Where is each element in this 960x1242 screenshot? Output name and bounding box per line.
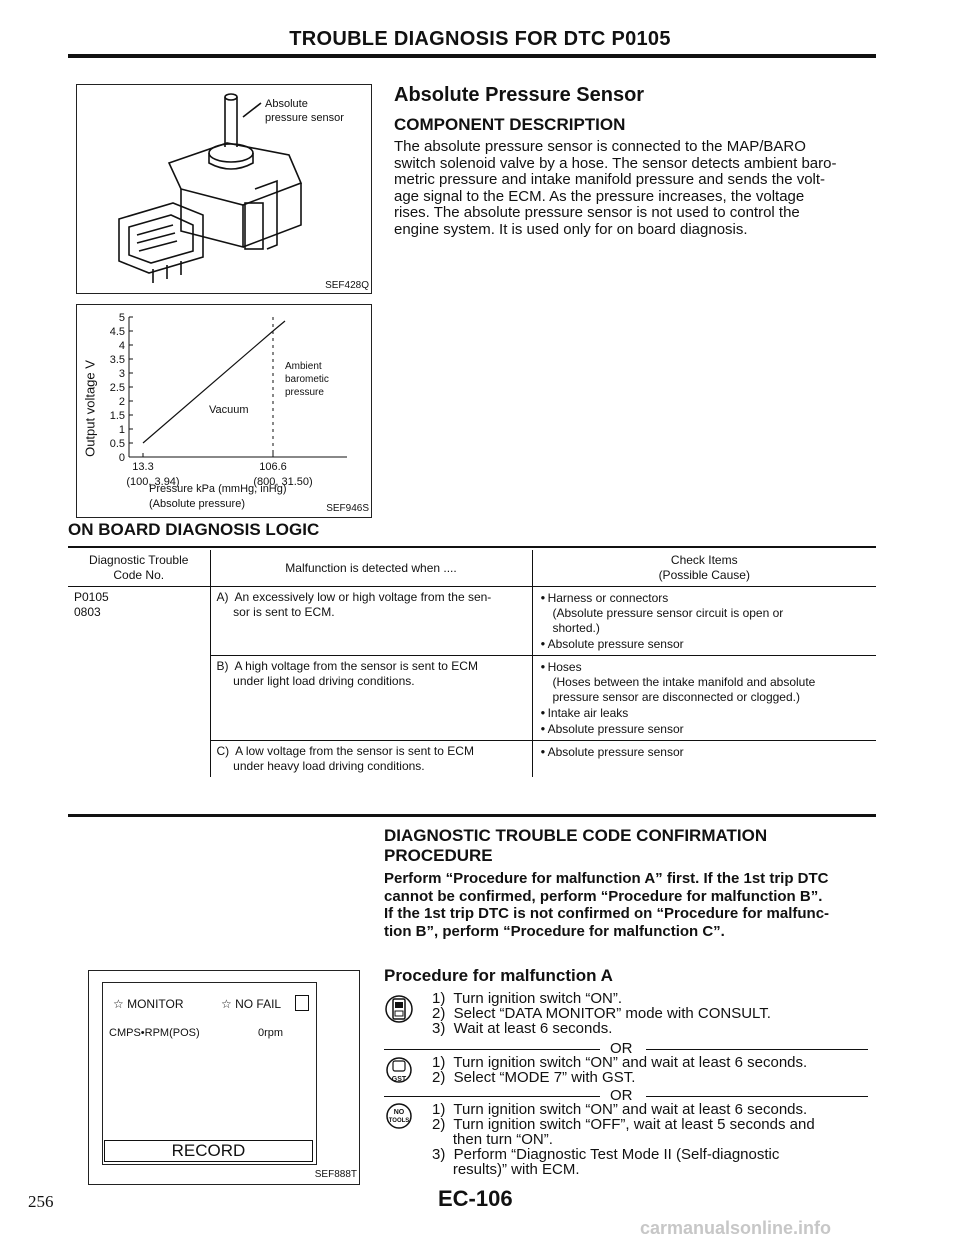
check-item-row <box>539 721 871 737</box>
voltage-line-ext <box>273 321 285 331</box>
or-divider-right-2 <box>646 1096 868 1097</box>
y-tick-label: 1.5 <box>109 410 125 422</box>
y-tick-label: 5 <box>118 312 125 324</box>
malfunction-cell <box>210 741 532 778</box>
gst-icon-text: GST <box>391 1076 407 1083</box>
monitor-figure-code: SEF888T <box>314 1169 357 1180</box>
description-line: engine system. It is used only for on board diagnosis. <box>394 220 748 238</box>
check-item-row <box>539 636 871 652</box>
dtc-instruction-line: cannot be confirmed, perform “Procedure for malfunction B”. <box>384 887 823 905</box>
check-item: Hoses <box>547 660 582 674</box>
header-rule <box>68 54 876 58</box>
y-tick-label: 0 <box>118 452 125 464</box>
obd-rule <box>68 546 876 548</box>
voltage-line <box>143 331 273 443</box>
y-tick-label: 2 <box>118 396 125 408</box>
chart-xlabel-sub: (Absolute pressure) <box>149 498 245 510</box>
procedure-step: 2) Select “DATA MONITOR” mode with CONSULT. <box>432 1005 771 1022</box>
bullet-dot: ● <box>540 593 548 602</box>
cmps-rpm-value: 0rpm <box>258 1027 284 1039</box>
malfunction-line: B) A high voltage from the sensor is sent to ECM <box>216 659 478 673</box>
dtc-instruction-line: tion B”, perform “Procedure for malfunction C”. <box>384 922 725 940</box>
bullet-dot: ● <box>540 708 548 717</box>
procedure-step: 3) Perform “Diagnostic Test Mode II (Self-diagnostic <box>432 1146 780 1163</box>
or-label-1: OR <box>610 1040 633 1057</box>
description-line: rises. The absolute pressure sensor is not used to control the <box>394 204 800 221</box>
dtc-heading-line: DIAGNOSTIC TROUBLE CODE CONFIRMATION <box>384 826 768 845</box>
or-divider-left-1 <box>384 1049 600 1050</box>
check-item-row <box>539 744 871 760</box>
watermark: carmanualsonline.info <box>640 1218 832 1238</box>
section-code: EC-106 <box>438 1186 513 1211</box>
check-item: Absolute pressure sensor <box>547 745 684 759</box>
dtc-instruction-line: Perform “Procedure for malfunction A” first. If the 1st trip DTC <box>384 870 829 887</box>
vacuum-annotation: Vacuum <box>209 404 249 416</box>
check-item: Absolute pressure sensor <box>547 722 684 736</box>
procedure-step: 2) Turn ignition switch “OFF”, wait at least 5 seconds and <box>432 1116 815 1133</box>
malfunction-line: A) An excessively low or high voltage from the sen- <box>216 590 492 604</box>
bullet-dot: ● <box>540 724 548 733</box>
record-button[interactable]: RECORD <box>104 1140 313 1162</box>
ambient-annotation: Ambient <box>285 361 322 372</box>
check-items-cell <box>532 741 876 778</box>
procedure-step: 1) Turn ignition switch “ON” and wait at least 6 seconds. <box>432 1101 808 1118</box>
no-tools-icon <box>384 1100 414 1137</box>
ambient-annotation: pressure <box>285 387 324 398</box>
malfunction-line: sor is sent to ECM. <box>216 605 335 619</box>
x-tick-sublabel: (100, 3.94) <box>126 476 180 488</box>
bullet-dot: ● <box>540 662 548 671</box>
procedure-a-heading: Procedure for malfunction A <box>384 966 613 985</box>
y-tick-label: 3.5 <box>109 354 125 366</box>
col-header-malfunction: Malfunction is detected when .... <box>210 550 532 587</box>
procedure-step: then turn “ON”. <box>432 1131 553 1148</box>
sensor-illustration <box>77 85 371 293</box>
x-tick-label: 13.3 <box>132 461 154 473</box>
obd-table <box>68 550 876 777</box>
no-tools-icon-text1: NO <box>393 1109 405 1116</box>
chart-code: SEF946S <box>326 503 369 514</box>
check-item-row <box>539 659 871 675</box>
chart-xlabel: Pressure kPa (mmHg, inHg) <box>149 483 287 495</box>
check-item-detail: shorted.) <box>552 621 600 635</box>
chart-ylabel: Output voltage V <box>82 360 98 457</box>
malfunction-line: under light load driving conditions. <box>216 674 415 688</box>
procedure-step: results)” with ECM. <box>432 1161 580 1178</box>
consult-icon <box>384 992 414 1031</box>
or-divider-left-2 <box>384 1096 600 1097</box>
x-tick-label: 106.6 <box>259 461 287 473</box>
y-tick-label: 3 <box>118 368 125 380</box>
gst-icon <box>384 1054 414 1091</box>
page-number: 256 <box>28 1192 54 1211</box>
dtc-code: 0803 <box>74 605 101 619</box>
y-tick-label: 4 <box>118 340 125 352</box>
check-items-cell <box>532 587 876 656</box>
malfunction-line: under heavy load driving conditions. <box>216 759 425 773</box>
dtc-code-cell <box>68 587 210 778</box>
procedure-step: 3) Wait at least 6 seconds. <box>432 1020 613 1037</box>
sensor-callout: Absolute <box>265 98 308 110</box>
malfunction-line: C) A low voltage from the sensor is sent to ECM <box>216 744 474 758</box>
component-description <box>394 139 874 238</box>
y-tick-label: 2.5 <box>109 382 125 394</box>
bullet-dot: ● <box>540 639 548 648</box>
monitor-figure <box>88 970 360 1185</box>
component-description-heading: COMPONENT DESCRIPTION <box>394 115 626 134</box>
voltage-chart <box>76 304 372 518</box>
obd-heading: ON BOARD DIAGNOSIS LOGIC <box>68 520 320 539</box>
table-row <box>68 587 876 656</box>
monitor-screen <box>102 982 317 1165</box>
y-tick-label: 1 <box>118 424 125 436</box>
obd-table-wrap <box>68 550 876 777</box>
procedure-step: 2) Select “MODE 7” with GST. <box>432 1069 636 1086</box>
check-item: Harness or connectors <box>547 591 669 605</box>
procedure-step: 1) Turn ignition switch “ON”. <box>432 990 623 1007</box>
check-items-cell <box>532 656 876 741</box>
ambient-annotation: barometic <box>285 374 329 385</box>
nofail-label: ☆ NO FAIL <box>221 997 282 1011</box>
description-line: age signal to the ECM. As the pressure increases, the voltage <box>394 187 805 205</box>
description-line: switch solenoid valve by a hose. The sensor detects ambient baro- <box>394 154 837 172</box>
dtc-code: P0105 <box>74 590 109 604</box>
dtc-heading-line: PROCEDURE <box>384 846 493 865</box>
col-header-check: Check Items (Possible Cause) <box>532 550 876 587</box>
check-item-row <box>539 590 871 606</box>
cmps-rpm-label: CMPS•RPM(POS) <box>109 1027 200 1039</box>
page-title: TROUBLE DIAGNOSIS FOR DTC P0105 <box>289 28 671 50</box>
dtc-confirmation-heading <box>384 826 767 866</box>
y-tick-label: 0.5 <box>109 438 125 450</box>
section-heading: Absolute Pressure Sensor <box>394 84 645 106</box>
col-header-code: Diagnostic Trouble Code No. <box>68 550 210 587</box>
check-item-detail: (Absolute pressure sensor circuit is open or <box>552 606 784 620</box>
check-item: Absolute pressure sensor <box>547 637 684 651</box>
no-tools-icon-text2: TOOLS <box>388 1118 410 1124</box>
dtc-confirmation-instructions <box>384 870 884 940</box>
or-label-2: OR <box>610 1087 633 1104</box>
y-tick-label: 4.5 <box>109 326 125 338</box>
sensor-figure <box>76 84 372 294</box>
monitor-label: ☆ MONITOR <box>113 997 184 1011</box>
check-item: Intake air leaks <box>547 706 629 720</box>
table-bottom-rule <box>68 814 876 817</box>
sensor-callout-line2: pressure sensor <box>265 112 344 124</box>
check-item-row <box>539 705 871 721</box>
or-divider-right-1 <box>646 1049 868 1050</box>
nofail-checkbox[interactable] <box>295 995 309 1011</box>
check-item-detail: (Hoses between the intake manifold and absolute <box>552 675 816 689</box>
check-item-detail: pressure sensor are disconnected or clogged.) <box>552 690 800 704</box>
description-line: The absolute pressure sensor is connected to the MAP/BARO <box>394 138 806 155</box>
malfunction-cell <box>210 656 532 741</box>
malfunction-cell <box>210 587 532 656</box>
procedure-step: 1) Turn ignition switch “ON” and wait at least 6 seconds. <box>432 1054 808 1071</box>
bullet-dot: ● <box>540 747 548 756</box>
dtc-instruction-line: If the 1st trip DTC is not confirmed on “Procedure for malfunc- <box>384 905 830 922</box>
description-line: metric pressure and intake manifold pressure and sends the volt- <box>394 171 826 188</box>
x-tick-sublabel: (800, 31.50) <box>253 476 313 488</box>
sensor-figure-code: SEF428Q <box>325 280 369 291</box>
